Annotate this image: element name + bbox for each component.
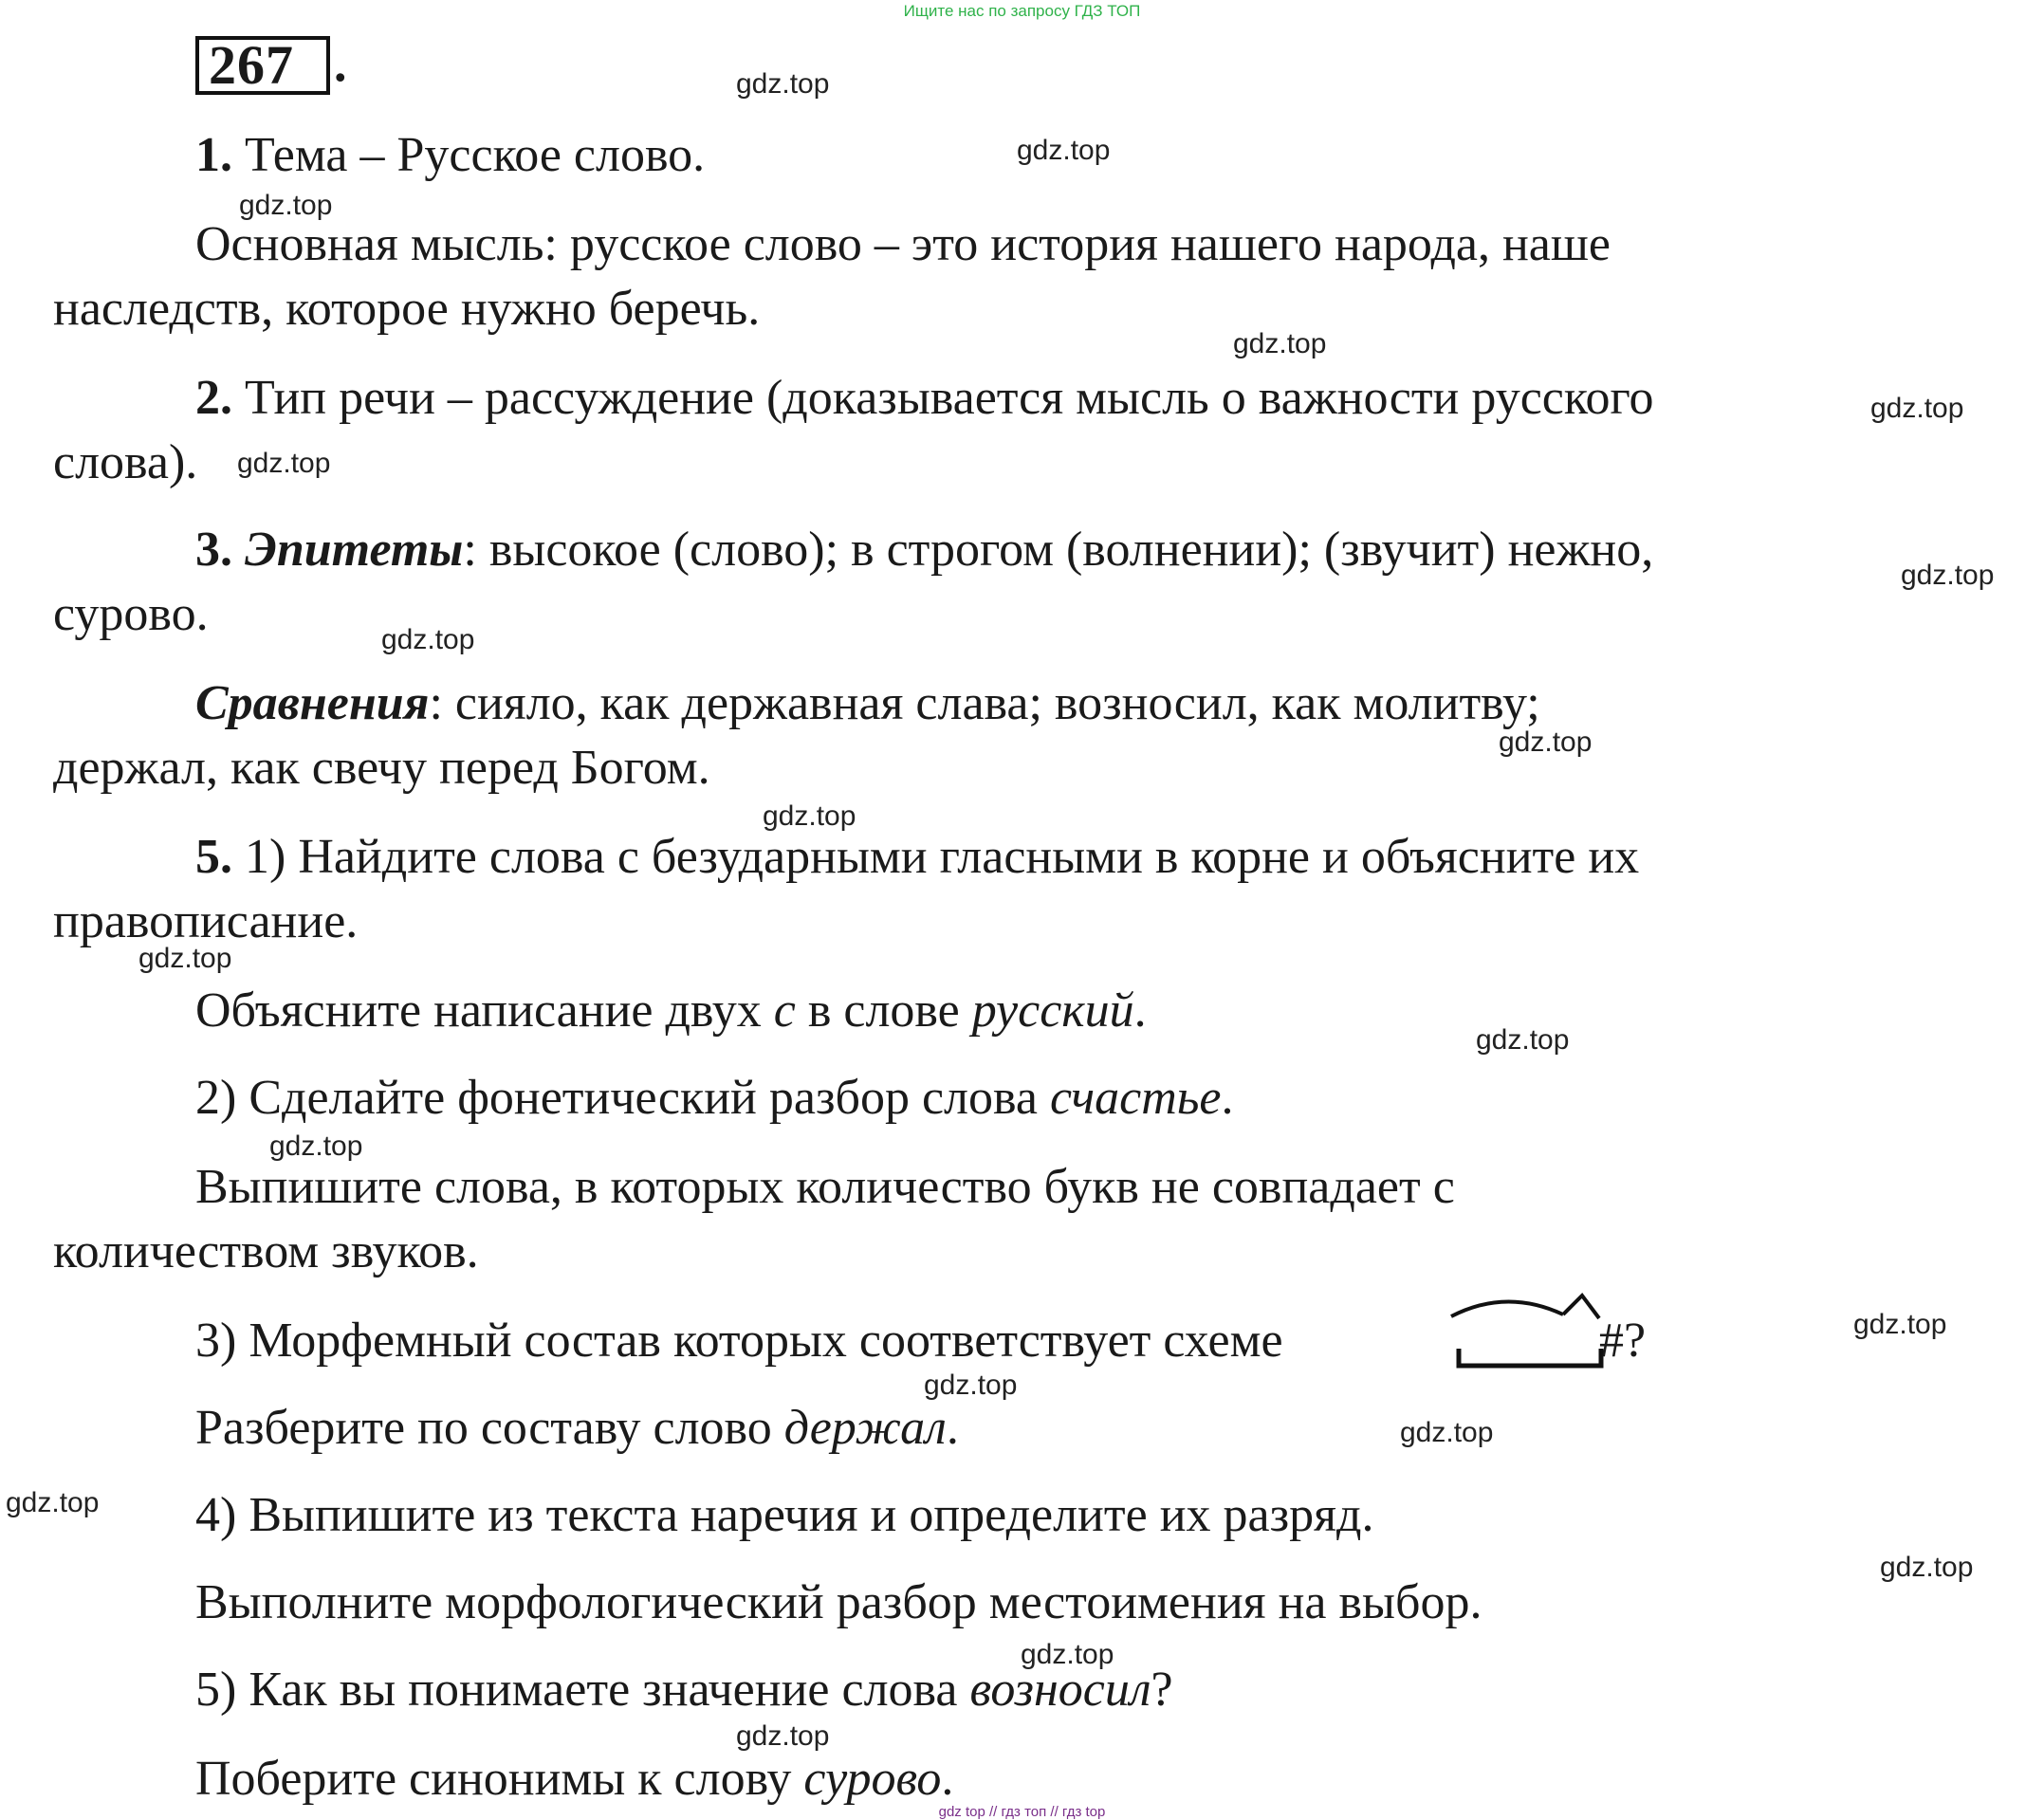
italic-word: счастье bbox=[1049, 1071, 1222, 1125]
watermark: gdz.top bbox=[924, 1370, 1018, 1401]
italic-letter: с bbox=[773, 984, 796, 1038]
line-text: . bbox=[941, 1752, 954, 1806]
answer-line-8 bbox=[195, 675, 1540, 732]
watermark: gdz.top bbox=[138, 943, 232, 974]
italic-word: сурово bbox=[803, 1752, 942, 1806]
answer-line-4 bbox=[195, 370, 1654, 427]
task-number-dot: . bbox=[334, 35, 347, 92]
watermark: gdz.top bbox=[1233, 328, 1327, 359]
answer-line-3: наследств, которое нужно беречь. bbox=[53, 282, 761, 336]
item-number: 3. bbox=[195, 523, 232, 577]
morpheme-scheme-icon bbox=[1447, 1290, 1609, 1375]
watermark: gdz.top bbox=[1476, 1024, 1570, 1056]
answer-line-21 bbox=[195, 1751, 953, 1808]
answer-line-1 bbox=[195, 127, 705, 184]
term-epithets: Эпитеты bbox=[232, 523, 464, 577]
line-text: : сияло, как державная слава; возносил, как молитву; bbox=[429, 676, 1540, 730]
answer-line-19: Выполните морфологический разбор местоимения на выбор. bbox=[195, 1575, 1482, 1629]
answer-line-14: Выпишите слова, в которых количество букв не совпадает с bbox=[195, 1160, 1455, 1214]
answer-line-17 bbox=[195, 1400, 959, 1457]
line-text: Поберите синонимы к слову bbox=[195, 1752, 804, 1806]
item-number: 2. bbox=[195, 371, 232, 425]
answer-line-12 bbox=[195, 983, 1147, 1039]
watermark: gdz.top bbox=[6, 1487, 100, 1518]
line-text: . bbox=[1221, 1071, 1234, 1125]
italic-word: русский bbox=[971, 984, 1134, 1038]
watermark: gdz.top bbox=[1017, 135, 1111, 166]
line-text: Объясните написание двух bbox=[195, 984, 774, 1038]
line-text: Тема – Русское слово. bbox=[232, 128, 706, 182]
line-text: : высокое (слово); в строгом (волнении); (звучит) нежно, bbox=[463, 523, 1654, 577]
answer-line-11: правописание. bbox=[53, 894, 359, 948]
answer-line-13 bbox=[195, 1070, 1234, 1127]
top-search-note: Ищите нас по запросу ГДЗ ТОП bbox=[903, 2, 1141, 20]
answer-line-5: слова). bbox=[53, 435, 198, 489]
footer-watermark: gdz top // гдз топ // гдз top bbox=[938, 1804, 1106, 1820]
line-text: 5) Как вы понимаете значение слова bbox=[195, 1663, 970, 1717]
watermark: gdz.top bbox=[763, 800, 856, 832]
answer-line-16 bbox=[195, 1313, 1283, 1370]
watermark: gdz.top bbox=[1901, 560, 1995, 591]
line-text: 3) Морфемный состав которых соответствует схеме bbox=[195, 1314, 1283, 1368]
answer-line-7: сурово. bbox=[53, 587, 209, 641]
line-text: в слове bbox=[795, 984, 972, 1038]
line-text: Тип речи – рассуждение (доказывается мысль о важности русского bbox=[232, 371, 1654, 425]
watermark: gdz.top bbox=[237, 448, 331, 479]
watermark: gdz.top bbox=[1880, 1552, 1974, 1583]
line-text: 2) Сделайте фонетический разбор слова bbox=[195, 1071, 1050, 1125]
watermark: gdz.top bbox=[736, 68, 830, 100]
line-text: . bbox=[1133, 984, 1147, 1038]
watermark: gdz.top bbox=[1499, 726, 1593, 758]
answer-line-6 bbox=[195, 522, 1653, 579]
watermark: gdz.top bbox=[269, 1131, 363, 1162]
answer-line-2: Основная мысль: русское слово – это история нашего народа, наше bbox=[195, 217, 1611, 271]
item-number: 1. bbox=[195, 128, 232, 182]
watermark: gdz.top bbox=[736, 1720, 830, 1752]
line-text: Разберите по составу слово bbox=[195, 1401, 784, 1455]
italic-word: держал bbox=[783, 1401, 947, 1455]
watermark: gdz.top bbox=[381, 624, 475, 655]
answer-line-10 bbox=[195, 829, 1639, 886]
answer-line-9: держал, как свечу перед Богом. bbox=[53, 741, 710, 795]
watermark: gdz.top bbox=[239, 190, 333, 221]
line-text: . bbox=[946, 1401, 959, 1455]
watermark: gdz.top bbox=[1021, 1639, 1114, 1670]
watermark: gdz.top bbox=[1400, 1417, 1494, 1448]
line-text: 1) Найдите слова с безударными гласными в корне и объясните их bbox=[232, 830, 1640, 884]
scheme-suffix-text: #? bbox=[1599, 1314, 1647, 1368]
answer-line-15: количеством звуков. bbox=[53, 1224, 479, 1278]
italic-word: возносил bbox=[969, 1663, 1151, 1717]
answer-line-18: 4) Выпишите из текста наречия и определите их разряд. bbox=[195, 1488, 1374, 1542]
watermark: gdz.top bbox=[1853, 1309, 1947, 1340]
task-number-box: 267 bbox=[195, 36, 330, 95]
line-text: ? bbox=[1151, 1663, 1173, 1717]
term-comparisons: Сравнения bbox=[195, 676, 430, 730]
watermark: gdz.top bbox=[1870, 393, 1964, 424]
item-number: 5. bbox=[195, 830, 232, 884]
